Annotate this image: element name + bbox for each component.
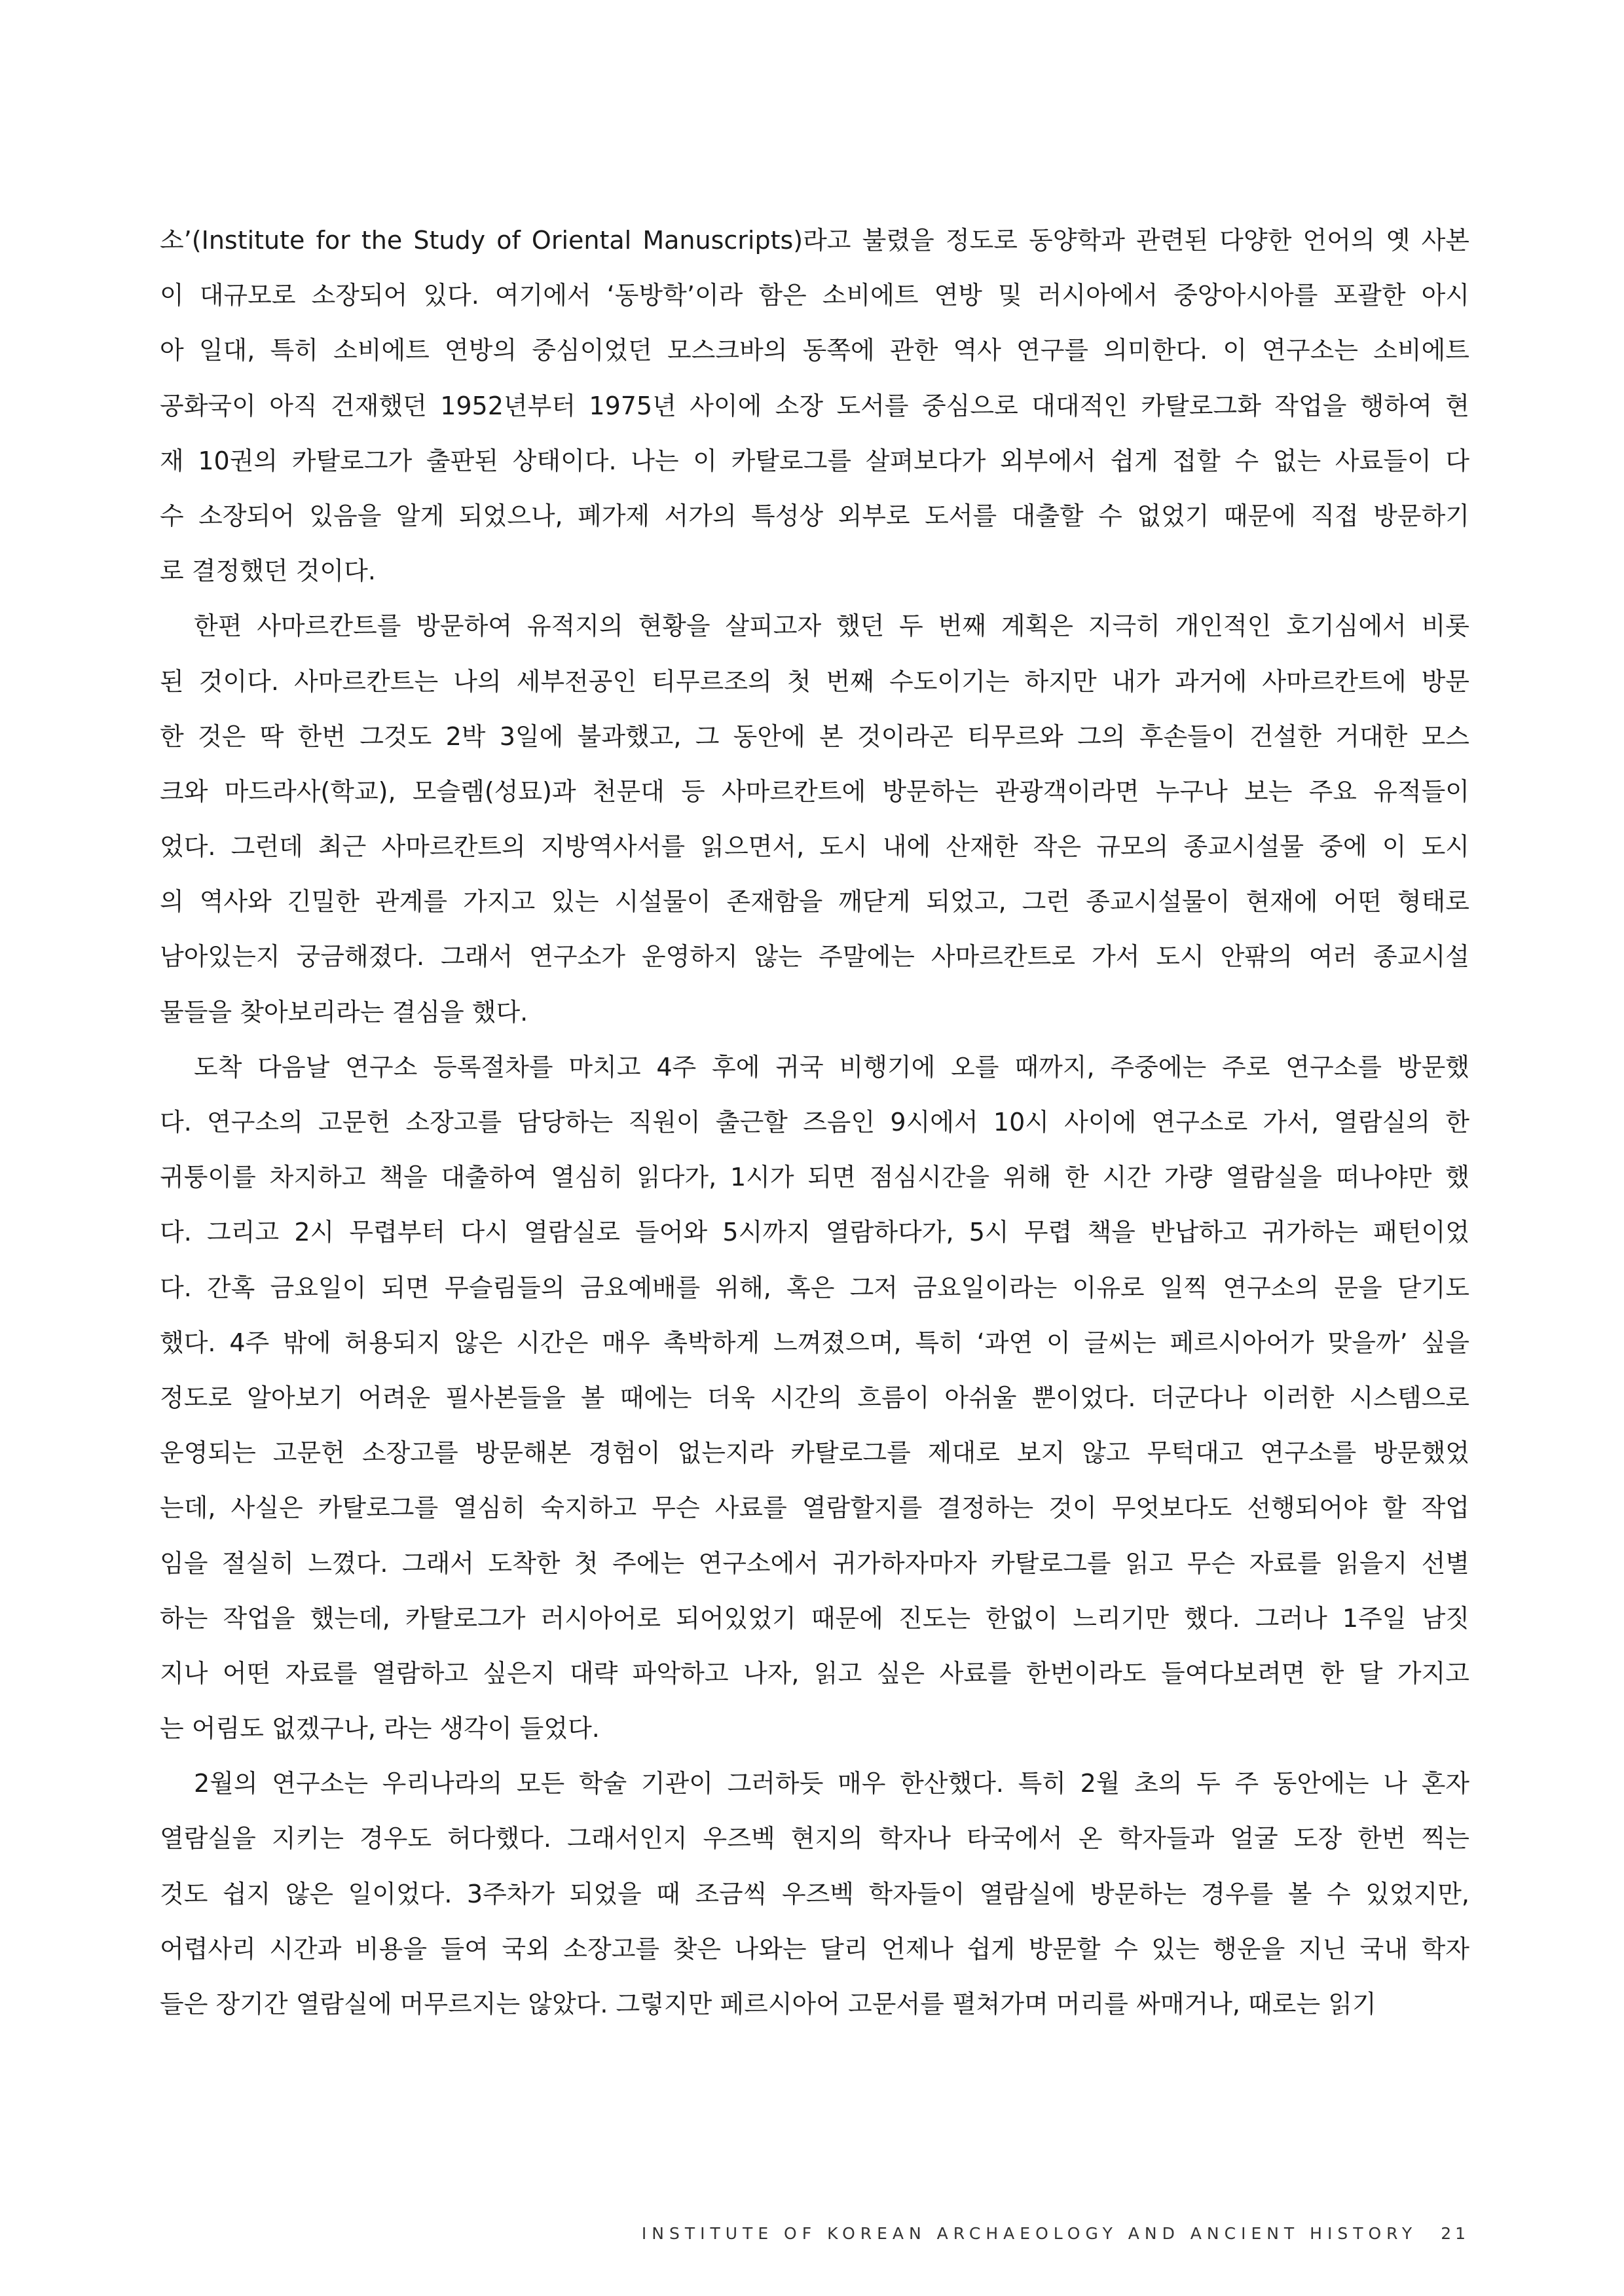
text-line: 도착 다음날 연구소 등록절차를 마치고 4주 후에 귀국 비행기에 오를 때까지, 주중에는 주로 연구소를 방문했 (194, 1052, 1469, 1082)
text-line: 남아있는지 궁금해졌다. 그래서 연구소가 운영하지 않는 주말에는 사마르칸트로 가서 도시 안팎의 여러 종교시설 (160, 942, 1469, 972)
text-line: 재 10권의 카탈로그가 출판된 상태이다. 나는 이 카탈로그를 살펴보다가 외부에서 쉽게 접할 수 없는 사료들이 다 (160, 446, 1469, 475)
text-line: 크와 마드라사(학교), 모슬렘(성묘)과 천문대 등 사마르칸트에 방문하는 관광객이라면 누구나 보는 주요 유적들이 (160, 776, 1469, 806)
text-line: 공화국이 아직 건재했던 1952년부터 1975년 사이에 소장 도서를 중심으로 대대적인 카탈로그화 작업을 행하여 현 (160, 391, 1469, 420)
paragraph (160, 213, 1469, 598)
text-line: 2월의 연구소는 우리나라의 모든 학술 기관이 그러하듯 매우 한산했다. 특히 2월 초의 두 주 동안에는 나 혼자 (194, 1769, 1469, 1798)
text-line: 소’(Institute for the Study of Oriental Manuscripts)라고 불렸을 정도로 동양학과 관련된 다양한 언어의 옛 사본 (160, 226, 1469, 255)
text-line: 이 대규모로 소장되어 있다. 여기에서 ‘동방학’이라 함은 소비에트 연방 및 러시아에서 중앙아시아를 포괄한 아시 (160, 281, 1469, 310)
text-line: 정도로 알아보기 어려운 필사본들을 볼 때에는 더욱 시간의 흐름이 아쉬울 뿐이었다. 더군다나 이러한 시스템으로 (160, 1383, 1469, 1412)
text-line: 귀퉁이를 차지하고 책을 대출하여 열심히 읽다가, 1시가 되면 점심시간을 위해 한 시간 가량 열람실을 떠나야만 했 (160, 1163, 1469, 1192)
text-line: 수 소장되어 있음을 알게 되었으나, 폐가제 서가의 특성상 외부로 도서를 대출할 수 없었기 때문에 직접 방문하기 (160, 501, 1469, 530)
paragraph (160, 1040, 1469, 1756)
text-line: 다. 간혹 금요일이 되면 무슬림들의 금요예배를 위해, 혹은 그저 금요일이라는 이유로 일찍 연구소의 문을 닫기도 (160, 1273, 1469, 1302)
page-number: 21 (1441, 2224, 1469, 2243)
text-line: 했다. 4주 밖에 허용되지 않은 시간은 매우 촉박하게 느껴졌으며, 특히 ‘과연 이 글씨는 페르시아어가 맞을까’ 싶을 (160, 1328, 1469, 1357)
text-line: 로 결정했던 것이다. (160, 556, 376, 586)
paragraph (160, 1756, 1469, 2032)
text-line: 한편 사마르칸트를 방문하여 유적지의 현황을 살피고자 했던 두 번째 계획은 지극히 개인적인 호기심에서 비롯 (194, 611, 1469, 641)
text-line: 다. 그리고 2시 무렵부터 다시 열람실로 들어와 5시까지 열람하다가, 5시 무렵 책을 반납하고 귀가하는 패턴이었 (160, 1218, 1469, 1247)
paragraph (160, 598, 1469, 1040)
text-line: 된 것이다. 사마르칸트는 나의 세부전공인 티무르조의 첫 번째 수도이기는 하지만 내가 과거에 사마르칸트에 방문 (160, 666, 1469, 696)
text-line: 지나 어떤 자료를 열람하고 싶은지 대략 파악하고 나자, 읽고 싶은 사료를 한번이라도 들여다보려면 한 달 가지고 (160, 1658, 1469, 1688)
text-line: 것도 쉽지 않은 일이었다. 3주차가 되었을 때 조금씩 우즈벡 학자들이 열람실에 방문하는 경우를 볼 수 있었지만, (160, 1879, 1469, 1908)
text-line: 었다. 그런데 최근 사마르칸트의 지방역사서를 읽으면서, 도시 내에 산재한 작은 규모의 종교시설물 중에 이 도시 (160, 832, 1469, 862)
text-line: 아 일대, 특히 소비에트 연방의 중심이었던 모스크바의 동쪽에 관한 역사 연구를 의미한다. 이 연구소는 소비에트 (160, 336, 1469, 365)
text-line: 한 것은 딱 한번 그것도 2박 3일에 불과했고, 그 동안에 본 것이라곤 티무르와 그의 후손들이 건설한 거대한 모스 (160, 721, 1469, 751)
text-line: 열람실을 지키는 경우도 허다했다. 그래서인지 우즈벡 현지의 학자나 타국에서 온 학자들과 얼굴 도장 한번 찍는 (160, 1824, 1469, 1853)
text-line: 하는 작업을 했는데, 카탈로그가 러시아어로 되어있었기 때문에 진도는 한없이 느리기만 했다. 그러나 1주일 남짓 (160, 1603, 1469, 1633)
body-text (160, 213, 1469, 2032)
text-line: 물들을 찾아보리라는 결심을 했다. (160, 997, 528, 1027)
text-line: 임을 절실히 느꼈다. 그래서 도착한 첫 주에는 연구소에서 귀가하자마자 카탈로그를 읽고 무슨 자료를 읽을지 선별 (160, 1548, 1469, 1578)
text-line: 어렵사리 시간과 비용을 들여 국외 소장고를 찾은 나와는 달리 언제나 쉽게 방문할 수 있는 행운을 지닌 국내 학자 (160, 1934, 1469, 1963)
text-line: 운영되는 고문헌 소장고를 방문해본 경험이 없는지라 카탈로그를 제대로 보지 않고 무턱대고 연구소를 방문했었 (160, 1438, 1469, 1468)
text-line: 는 어림도 없겠구나, 라는 생각이 들었다. (160, 1714, 600, 1743)
running-title: INSTITUTE OF KOREAN ARCHAEOLOGY AND ANCIENT HISTORY (641, 2224, 1418, 2243)
page-footer (642, 2221, 1469, 2247)
text-line: 는데, 사실은 카탈로그를 열심히 숙지하고 무슨 사료를 열람할지를 결정하는 것이 무엇보다도 선행되어야 할 작업 (160, 1493, 1469, 1523)
text-line: 의 역사와 긴밀한 관계를 가지고 있는 시설물이 존재함을 깨닫게 되었고, 그런 종교시설물이 현재에 어떤 형태로 (160, 887, 1469, 917)
text-line: 들은 장기간 열람실에 머무르지는 않았다. 그렇지만 페르시아어 고문서를 펼쳐가며 머리를 싸매거나, 때로는 읽기 (160, 1990, 1376, 2018)
text-line: 다. 연구소의 고문헌 소장고를 담당하는 직원이 출근할 즈음인 9시에서 10시 사이에 연구소로 가서, 열람실의 한 (160, 1108, 1469, 1137)
